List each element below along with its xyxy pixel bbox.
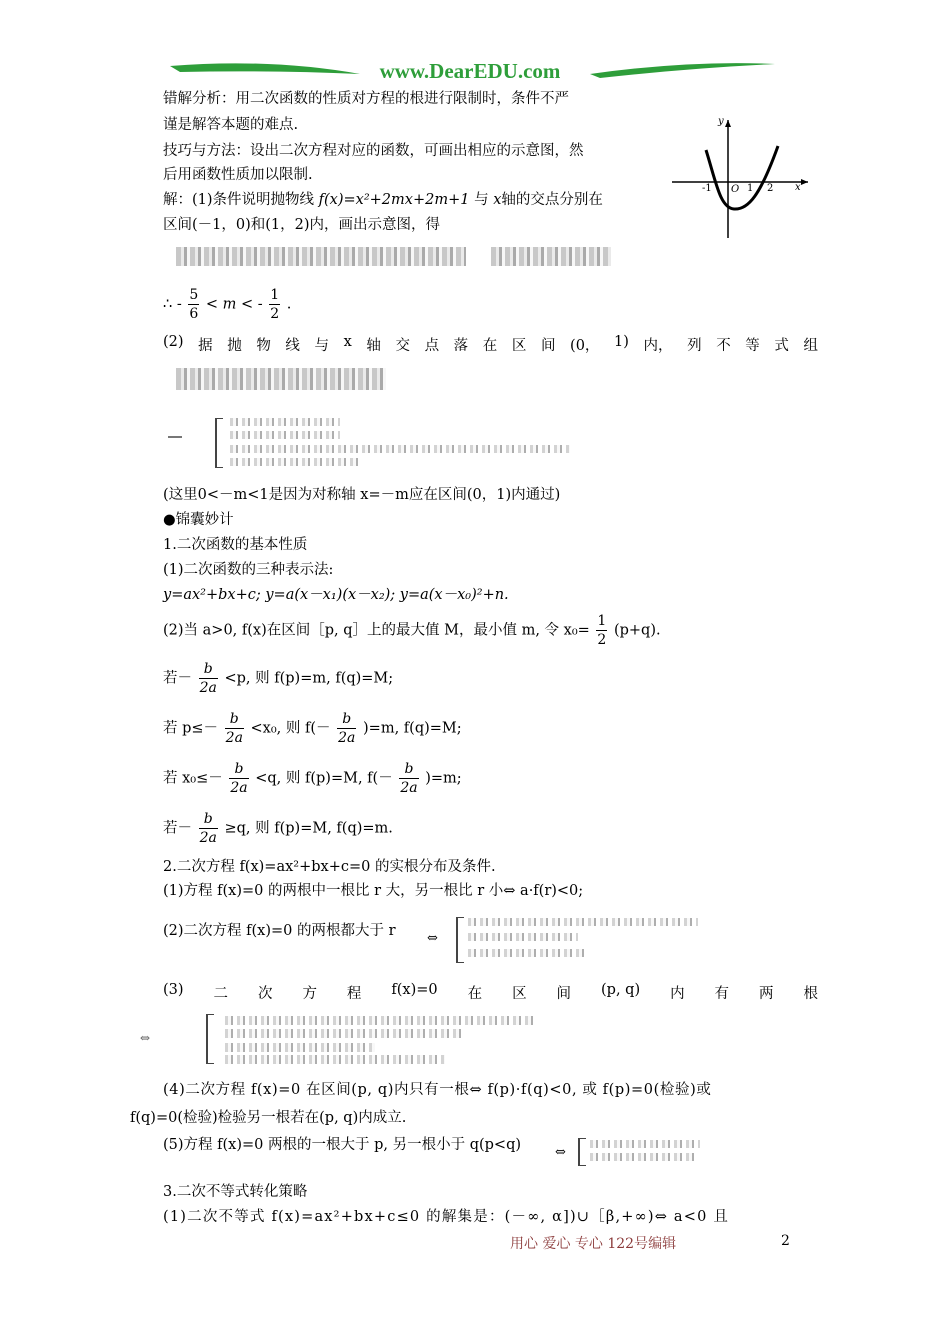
blurred-system-13 xyxy=(590,1153,695,1161)
part2-line xyxy=(163,334,818,355)
subsection-2c-word: 根 xyxy=(803,986,818,1002)
solution-intersect: 轴的交点分别在 xyxy=(501,192,603,208)
subsection-3: 3.二次不等式转化策略 xyxy=(163,1184,308,1200)
subsection-2d: (4)二次方程 f(x)=0 在区间(p, q)内只有一根⇔ f(p)·f(q)<0, 或 f(p)=0(检验)或 xyxy=(163,1082,712,1098)
subsection-2c-word: 两 xyxy=(759,986,774,1002)
system-brace-4 xyxy=(578,1138,586,1166)
banner-swoosh-right xyxy=(590,63,775,78)
subsection-1: 1.二次函数的基本性质 xyxy=(163,537,308,553)
case-2-a: 若 p≤－ xyxy=(163,720,219,737)
part2-word: 区 xyxy=(511,338,527,354)
subsection-2a: (1)方程 f(x)=0 的两根中一根比 r 大，另一根比 r 小⇔ a·f(r)<0; xyxy=(163,883,584,899)
subsection-2c-word: (p, q) xyxy=(601,982,641,998)
subsection-1c xyxy=(163,612,661,649)
frac-den: 2a xyxy=(199,830,217,846)
iff-symbol-3: ⇔ xyxy=(555,1145,566,1160)
analysis-line-1: 错解分析：用二次函数的性质对方程的根进行限制时，条件不严 xyxy=(163,91,569,107)
iff-symbol-2: ⇔ xyxy=(140,1031,151,1045)
subsection-2d-cont: f(q)=0(检验)检验另一根若在(p, q)内成立. xyxy=(130,1110,407,1126)
subsection-2c-word: 方 xyxy=(302,986,317,1002)
frac-den: 2a xyxy=(225,730,243,746)
subsection-2c-word: 程 xyxy=(346,986,362,1002)
part2-word: 间 xyxy=(540,338,556,354)
frac-num: 1 xyxy=(270,287,280,303)
case-3-b: <q, 则 f(p)=M, f(－ xyxy=(255,770,393,787)
case-2-c: )=m, f(q)=M; xyxy=(363,720,462,737)
header-banner xyxy=(150,52,790,86)
fraction-b-2a xyxy=(199,660,218,697)
blurred-system-7 xyxy=(468,949,588,957)
graph-x-label: x xyxy=(795,182,801,193)
part2-word: 据 xyxy=(198,338,213,354)
s1c-text: (2)当 a>0, f(x)在区间［p, q］上的最大值 M，最小值 m, 令 x₀= xyxy=(163,622,590,639)
blurred-formula-3 xyxy=(176,368,386,390)
fraction-half xyxy=(596,612,607,649)
frac-den: 2a xyxy=(230,780,248,796)
part2-word: (2) xyxy=(163,334,184,350)
part2-word: 组 xyxy=(803,338,818,354)
banner-swoosh-left xyxy=(170,63,360,74)
frac-num: b xyxy=(399,760,418,779)
part2-word: 点 xyxy=(424,338,440,354)
subsection-1a: (1)二次函数的三种表示法: xyxy=(163,562,334,578)
case-4-a: 若－ xyxy=(163,820,192,837)
section-heading: ●锦囊妙计 xyxy=(163,512,234,528)
frac-den: 2a xyxy=(199,680,217,696)
subsection-2c-word: (3) xyxy=(163,982,184,998)
part2-word: 与 xyxy=(314,338,330,354)
subsection-2c-word: 次 xyxy=(257,986,273,1002)
graph-y-label: y xyxy=(718,116,724,127)
part2-word: 物 xyxy=(256,338,271,354)
case-4-b: ≥q, 则 f(p)=M, f(q)=m. xyxy=(224,820,393,837)
solution-x: x xyxy=(493,192,502,208)
graph-neg1: -1 xyxy=(702,183,712,194)
subsection-2c-word: 有 xyxy=(714,986,730,1002)
footer-text: 用心 爱心 专心 122号编辑 xyxy=(510,1236,677,1252)
case-3-c: )=m; xyxy=(425,770,462,787)
frac-num: b xyxy=(337,710,356,729)
case-4 xyxy=(163,810,393,847)
frac-den: 2a xyxy=(338,730,356,746)
graph-one: 1 xyxy=(747,183,754,194)
solution-intro: 解：(1)条件说明抛物线 xyxy=(163,192,315,208)
part2-word: x xyxy=(343,334,352,350)
case-2 xyxy=(163,710,462,747)
solution-line-2: 区间(－1，0)和(1，2)内，画出示意图，得 xyxy=(163,217,441,233)
part2-word: 轴 xyxy=(366,338,381,354)
case-3 xyxy=(163,760,462,797)
subsection-3a: (1)二次不等式 f(x)=ax²+bx+c≤0 的解集是：(－∞, α])∪［β,+∞)⇔ a<0 且 xyxy=(163,1209,730,1225)
blurred-system-10 xyxy=(225,1043,375,1052)
fraction-b-2a xyxy=(199,810,218,847)
blurred-system-3 xyxy=(230,445,570,453)
parabola-equation: f(x)=x²+2mx+2m+1 xyxy=(318,192,470,208)
frac-den: 2 xyxy=(597,632,607,648)
blurred-system-9 xyxy=(225,1029,465,1038)
part2-word: 等 xyxy=(745,338,760,354)
fraction-one-half xyxy=(269,286,280,323)
frac-num: 1 xyxy=(597,613,607,629)
subsection-2b: (2)二次方程 f(x)=0 的两根都大于 r xyxy=(163,923,396,939)
therefore-line xyxy=(163,286,291,323)
frac-num: b xyxy=(229,760,248,779)
subsection-2c-word: 区 xyxy=(512,986,527,1002)
site-name: www.DearEDU.com xyxy=(379,59,561,83)
parabola-graph xyxy=(668,112,816,242)
fraction-b-2a xyxy=(399,760,418,797)
note-line: (这里0<－m<1是因为对称轴 x=－m应在区间(0，1)内通过) xyxy=(163,487,561,503)
system-brace-2 xyxy=(456,917,464,963)
blurred-system-2 xyxy=(230,431,340,439)
blurred-system-11 xyxy=(225,1055,445,1064)
case-1-a: 若－ xyxy=(163,670,192,687)
system-brace-3 xyxy=(206,1014,214,1064)
subsection-2e: (5)方程 f(x)=0 两根的一根大于 p, 另一根小于 q(p<q) xyxy=(163,1137,522,1153)
three-forms: y=ax²+bx+c; y=a(x－x₁)(x－x₂); y=a(x－x₀)²+n. xyxy=(163,587,509,603)
subsection-2: 2.二次方程 f(x)=ax²+bx+c=0 的实根分布及条件. xyxy=(163,859,496,875)
inequality-middle: < m < - xyxy=(205,296,263,313)
blurred-system-1 xyxy=(230,418,340,426)
fraction-five-sixths xyxy=(188,286,199,323)
graph-two: 2 xyxy=(767,183,774,194)
case-2-b: <x₀, 则 f(－ xyxy=(250,720,331,737)
frac-num: 5 xyxy=(189,287,199,303)
part2-word: 落 xyxy=(453,338,469,354)
fraction-b-2a xyxy=(337,710,356,747)
frac-den: 2 xyxy=(270,306,280,322)
therefore-end: . xyxy=(286,296,292,313)
subsection-2c-word: f(x)=0 xyxy=(391,982,438,998)
part2-word: 交 xyxy=(395,338,410,354)
part2-word: 列 xyxy=(687,338,702,354)
part2-word: 内， xyxy=(643,338,673,354)
fraction-b-2a xyxy=(229,760,248,797)
frac-num: b xyxy=(225,710,244,729)
page-number: 2 xyxy=(781,1233,790,1249)
s1c-post: (p+q). xyxy=(613,622,661,639)
case-1-b: <p, 则 f(p)=m, f(q)=M; xyxy=(224,670,394,687)
iff-symbol-1: ⇔ xyxy=(427,931,438,946)
system-brace xyxy=(215,418,223,468)
subsection-2c-word: 二 xyxy=(213,986,229,1002)
part2-word: 线 xyxy=(285,338,300,354)
subsection-2c-word: 间 xyxy=(556,986,572,1002)
method-line-2: 后用函数性质加以限制. xyxy=(163,167,313,183)
blurred-system-5 xyxy=(468,918,698,926)
subsection-2c xyxy=(163,982,818,1003)
part2-word: 抛 xyxy=(227,338,242,354)
subsection-2c-word: 在 xyxy=(467,986,483,1002)
graph-origin: O xyxy=(731,184,740,195)
solution-with: 与 xyxy=(474,192,489,208)
frac-den: 6 xyxy=(189,306,199,322)
blurred-formula-2 xyxy=(491,247,611,266)
frac-den: 2a xyxy=(400,780,418,796)
case-3-a: 若 x₀≤－ xyxy=(163,770,223,787)
frac-num: b xyxy=(199,810,218,829)
blurred-system-4 xyxy=(230,458,360,466)
analysis-line-2: 谨是解答本题的难点. xyxy=(163,117,299,133)
frac-num: b xyxy=(199,660,218,679)
therefore-symbol: ∴ - xyxy=(163,296,182,313)
case-1 xyxy=(163,660,393,697)
part2-word: 在 xyxy=(482,338,498,354)
method-line-1: 技巧与方法：设出二次方程对应的函数，可画出相应的示意图，然 xyxy=(163,143,584,159)
blurred-formula-1 xyxy=(176,247,466,266)
fraction-b-2a xyxy=(225,710,244,747)
part2-word: (0， xyxy=(570,338,600,354)
arrow-sign xyxy=(168,436,182,438)
blurred-system-12 xyxy=(590,1140,700,1148)
part2-word: 式 xyxy=(774,338,789,354)
part2-word: 不 xyxy=(716,338,731,354)
blurred-system-8 xyxy=(225,1016,535,1025)
part2-word: 1) xyxy=(614,334,629,350)
solution-line-1 xyxy=(163,188,603,209)
subsection-2c-word: 内 xyxy=(670,986,685,1002)
blurred-system-6 xyxy=(468,933,578,941)
